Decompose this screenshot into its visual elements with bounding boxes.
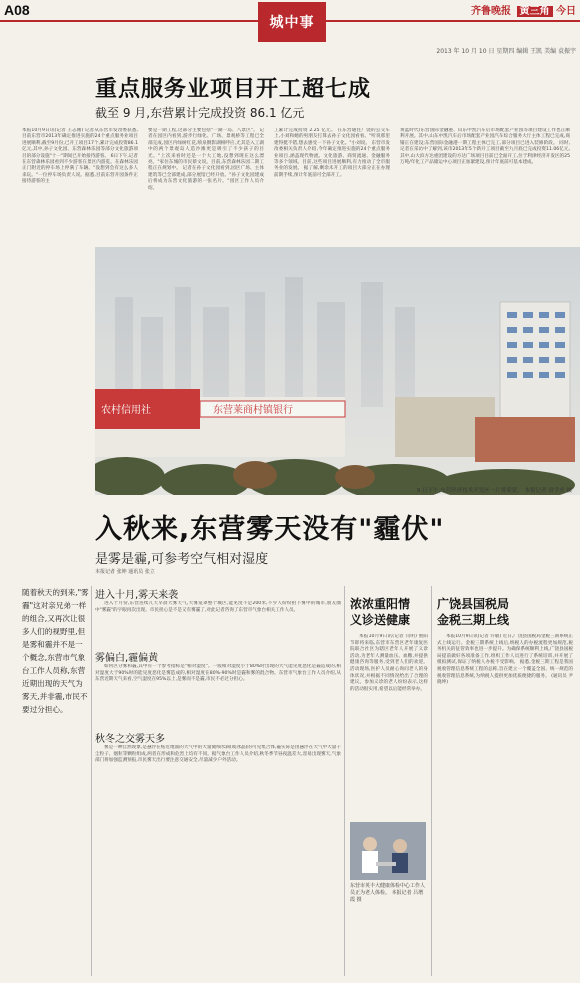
photo-illustration bbox=[95, 247, 580, 495]
page-number: A08 bbox=[4, 2, 30, 18]
section-body-3 bbox=[95, 745, 341, 921]
masthead-suffix: 今日 bbox=[556, 6, 576, 17]
section-title-1: 进入十月,雾天来袭 bbox=[95, 590, 179, 601]
foggy-city-photo bbox=[95, 247, 580, 495]
column-divider-2 bbox=[344, 586, 345, 976]
article3-headline-line2: 义诊送健康 bbox=[350, 613, 411, 627]
article1-column-2 bbox=[148, 128, 264, 236]
health-check-illustration bbox=[350, 822, 426, 880]
section-title-3: 秋冬之交雾天多 bbox=[95, 734, 165, 745]
article3-body bbox=[350, 634, 428, 814]
article2-byline: 本报记者 张坤 通讯员 张立 bbox=[95, 569, 155, 575]
section-text-3: 雾是一种自然现象,是悬浮在贴近地面的大气中的大量微细水滴(或冰晶)的可见集合体,霾实际是由悬浮在大气中大量干尘粒子、烟粒等颗粒组成,两者在形成和危害上均有不同。据气象台工作人员介绍,秋冬季节昼夜温差大,容易出现雾天,气象部门将加强监测预报,市民雾天出行要注意交通安全,尽量减少户外活动。 bbox=[95, 745, 341, 764]
article1-col1-text: 本报10月9日讯(记者 王志刚) 记者从东营市发改委获悉,目前东营市2013年确定推进实施的24个重点服务业项目进展顺利,截至9月份,已开工项目17个,累计完成投资86.1亿元,其中,孙子文化园、东营森林乐园等部分文化旅游项目的部分设施"十一"期间已开始接待游客。 6日下午,记者在东营森林乐园看到不少游客在景区内游览。在森林乐园正门附近的停车场上停满了车辆。"没想到会有这么多人来玩。"一位停车场负责人说。据悉,目前东营开园条件正接待游客的主 bbox=[22, 128, 138, 185]
column-divider-3 bbox=[431, 586, 432, 976]
article2-body bbox=[95, 586, 341, 921]
article3-headline-line1: 浓浓重阳情 bbox=[350, 597, 411, 611]
article1-col3-text: 工累计完成投资 2.25 亿元。 在东营通往广饶的公交车上,小刘和她的男朋友打算去孙子文化园看看。"听说那里建得挺不错,想去感受一下孙子文化。"小刘说。 东营市发改委相关负责人介绍,今年确定推进实施的24个重点服务业项目,涵盖现代物流、文化旅游、商贸流通、金融服务等多个领域。目前,这些项目进展顺利,有力推动了全市服务业的发展。 据了解,剩余未开工的项目大部分正在办理前期手续,预计年底前可全部开工。 bbox=[274, 128, 390, 178]
section-tag: 城中事 bbox=[258, 2, 326, 42]
article2-sidebar: 随着秋天的到来,"雾霾"这对亲兄弟一样的组合,又再次让很多人们的视野里,但是雾和霾并不是一个概念,东营市气象台工作人员称,东营近期出现的天气为雾天,并非霾,市民不要过分担心。 bbox=[22, 588, 89, 714]
section-title-2: 雾偏白,霾偏黄 bbox=[95, 653, 159, 664]
section-text-1: 进入十月份,东营连续几天早晨大雾天气,大雾笼罩整个城区,能见度不足200米,不少人纷纷拍下雾中的城市,朋友圈中"雾霾"的字眼再次出现。市民担心是不是又有雾霾了,对此记者咨询了东营市气象台相关工作人员。 bbox=[95, 601, 341, 613]
article1-col4-text: 黄蓝时代/东营国际金融港、山东中凯汽车后市场配套产业园等项目建设工作也正顺利开展。其中,山东中凯汽车后市场配套产业园汽车综合服务大厅主体工程已完成,商铺正在建设;东营国际金融港一期工程主体已完工,部分项目已进入装修阶段。 同时,记者在采访中了解到,该市2013年5个新开工项目截至九月底已完成投资11.06亿元,其中,山大滨方达重团建设的方达广场项目目前已全面开工,位于利津经济开发区的25万吨/年化工产品储运中心项目正加紧建设,预计年底前可基本建成。 bbox=[400, 128, 570, 166]
article2-subheadline: 是雾是霾,可参考空气相对湿度 bbox=[95, 552, 269, 567]
article4-headline-line1: 广饶县国税局 bbox=[437, 597, 510, 611]
section-body-1 bbox=[95, 601, 341, 645]
date-line: 2013 年 10 月 10 日 星期四 编辑 王凯 美编 袁振宇 bbox=[436, 48, 576, 55]
section-body-2 bbox=[95, 664, 341, 726]
health-check-caption: 东营市英丰大健康体检中心工作人员正为老人体检。 本报记者 吕增霞 摄 bbox=[350, 883, 426, 903]
photo-caption: 9 日下午,东营经济技术开发区一片雾蒙蒙。 本报记者 段学虎 摄 bbox=[416, 488, 572, 494]
section-text-2: 如何区分雾和霾,其中有一个参考指标是"相对湿度"。一般相对湿度小于80%时出现的大气能见度恶化是霾造成的,相对湿度大于90%时的能见度恶化是雾造成的,相对湿度在80%-90%时是霾和雾的混合物。东营市气象台工作人员介绍,从东营近期天气来看,空气湿度在95%以上,是雾而不是霾,市民不必过分担心。 bbox=[95, 664, 341, 683]
article1-column-4 bbox=[400, 128, 570, 236]
article4-body bbox=[437, 634, 573, 964]
column-divider bbox=[91, 586, 92, 976]
article1-subheadline: 截至 9 月,东营累计完成投资 86.1 亿元 bbox=[95, 106, 305, 120]
article1-column-1 bbox=[22, 128, 138, 236]
masthead-name: 齐鲁晚报 bbox=[471, 6, 512, 17]
masthead-badge: 黄三角 bbox=[517, 6, 553, 17]
article4-headline-line2: 金税三期上线 bbox=[437, 613, 510, 627]
masthead bbox=[471, 2, 576, 17]
article4-text: 本报10月9日讯(记者 许敏) 近日,广饶县国税局金税三期系统正式上线运行。金税三期系统上线后,纳税人的办税流程更加规范,税务机关的征管效率也进一步提升。为确保系统顺利上线,广饶县国税局提前做好各项准备工作,组织工作人员进行了系统培训,并开展了模拟测试,保证了纳税人办税不受影响。 据悉,金税三期工程是我国税收管理信息系统工程的总称,旨在建立一个覆盖全国、统一规范的税收管理信息系统,为纳税人提供更加优质便捷的服务。 (通讯员 尹晓坤) bbox=[437, 634, 573, 686]
article1-col2-text: 要是一期工程,这部分主要包括"一湖一岛、八景区"。 记者在园区内看到,游步行绿化、广场、景观桥等工程已全部完成,园区内绿树红花,喷泉倒影湖相呼应,尤其是入工湖中的两个景观岛人造沙滩更是吸引了不少孩子的目光。"上次来看时还是一个大工地,没想到现在这么漂亮。"家住东城的市民蔡文说。目前,东营森林乐园二期工程正在规划中。 记者在孙子文化园看到,园区广场、主体建筑等已全部建成,部分展馆已经开放。"孙子文化园建成后将成为东营文化旅游的一张名片。"园区工作人员介绍。 bbox=[148, 128, 264, 191]
article1-headline: 重点服务业项目开工超七成 bbox=[95, 77, 372, 102]
article1-column-3 bbox=[274, 128, 390, 236]
article3 bbox=[350, 596, 428, 904]
article3-text: 本报10月9日讯(记者 闫明) 重阳节即将来临,东营市东营区老年康复医院联合社区为辖区老年人开展了义诊活动,为老年人测量血压、血糖,并提供健康咨询等服务,受到老人们的欢迎。活动现场,医护人员耐心询问老人的身体状况,并根据不同情况给出了合理的建议。参加义诊的老人纷纷表示,这样的活动很实用,希望以后能经常举办。 bbox=[350, 634, 428, 692]
health-check-photo bbox=[350, 822, 426, 880]
bank-sign-left: 农村信用社 bbox=[101, 405, 151, 416]
article2-headline: 入秋来,东营雾天没有"霾伏" bbox=[95, 514, 445, 545]
bank-sign-main: 东营莱商村镇银行 bbox=[213, 405, 293, 416]
article4 bbox=[437, 596, 573, 964]
